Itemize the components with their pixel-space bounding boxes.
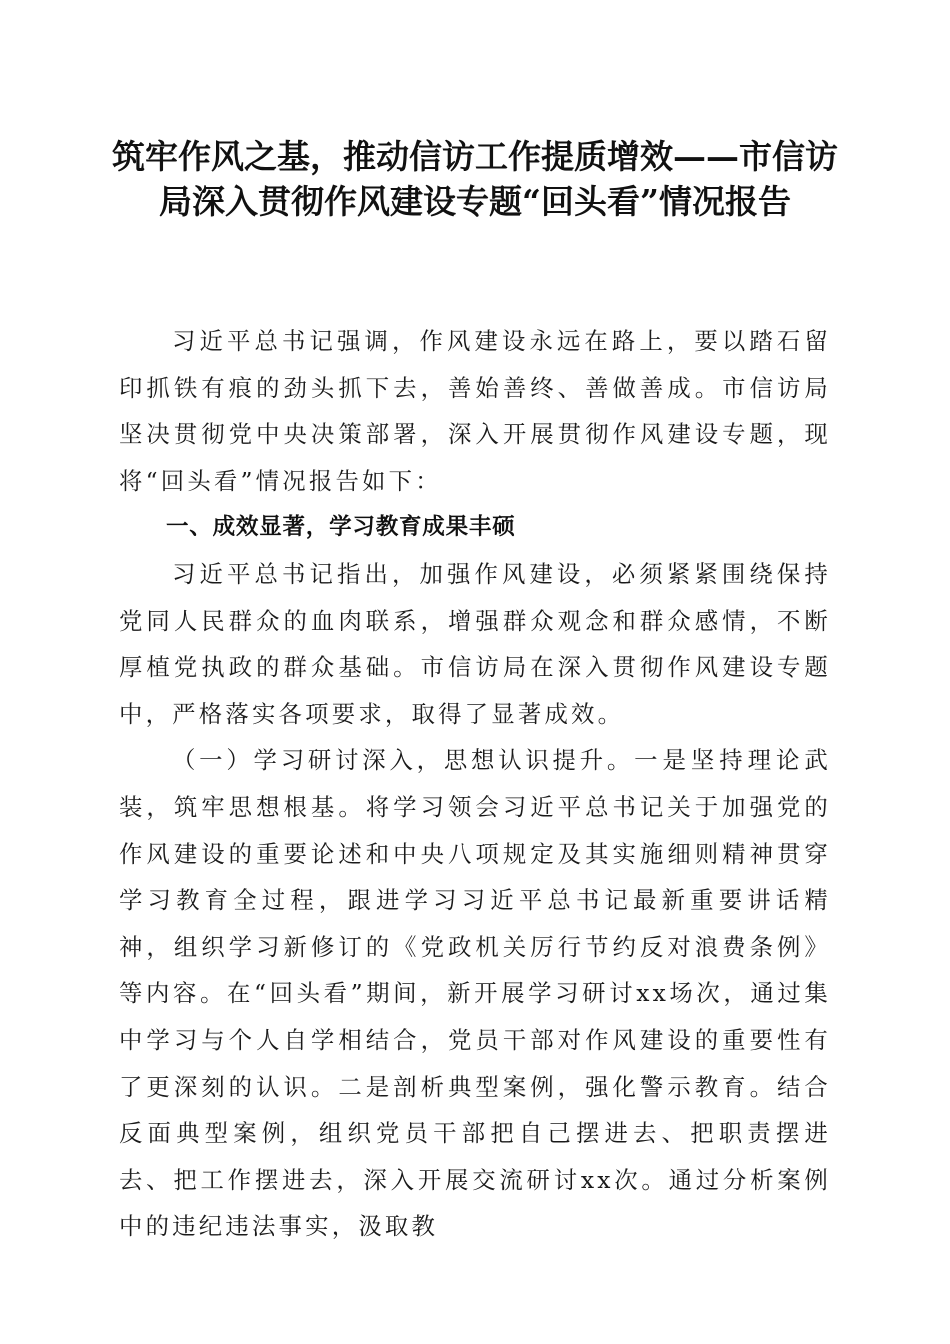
subsection-text: 一是坚持理论武装，筑牢思想根基。将学习领会习近平总书记关于加强党的作风建设的重要论述和中央八项规定及其实施细则精神贯穿学习教育全过程，跟进学习习近平总书记最新重要讲话精神，组织学习新修订的《党政机关厉行节约反对浪费条例》等内容。在“回头看”期间，新开展学习研讨xx场次，通过集中学习与个人自学相结合，党员干部对作风建设的重要性有了更深刻的认识。二是剖析典型案例，强化警示教育。结合反面典型案例，组织党员干部把自己摆进去、把职责摆进去、把工作摆进去，深入开展交流研讨xx次。通过分析案例中的违纪违法事实，汲取教 xyxy=(119,746,831,1241)
intro-paragraph: 习近平总书记强调，作风建设永远在路上，要以踏石留印抓铁有痕的劲头抓下去，善始善终、善做善成。市信访局坚决贯彻党中央决策部署，深入开展贯彻作风建设专题，现将“回头看”情况报告如下： xyxy=(119,327,831,495)
subsection-lead: （一）学习研讨深入，思想认识提升。 xyxy=(172,746,635,775)
document-body xyxy=(119,318,831,1250)
section-heading: 一、成效显著，学习教育成果丰硕 xyxy=(166,514,516,541)
subsection-paragraph xyxy=(119,737,831,1250)
document-title: 筑牢作风之基，推动信访工作提质增效——市信访局深入贯彻作风建设专题“回头看”情况报告 xyxy=(112,137,838,221)
section-paragraph: 习近平总书记指出，加强作风建设，必须紧紧围绕保持党同人民群众的血肉联系，增强群众观念和群众感情，不断厚植党执政的群众基础。市信访局在深入贯彻作风建设专题中，严格落实各项要求，取得了显著成效。 xyxy=(119,559,831,728)
